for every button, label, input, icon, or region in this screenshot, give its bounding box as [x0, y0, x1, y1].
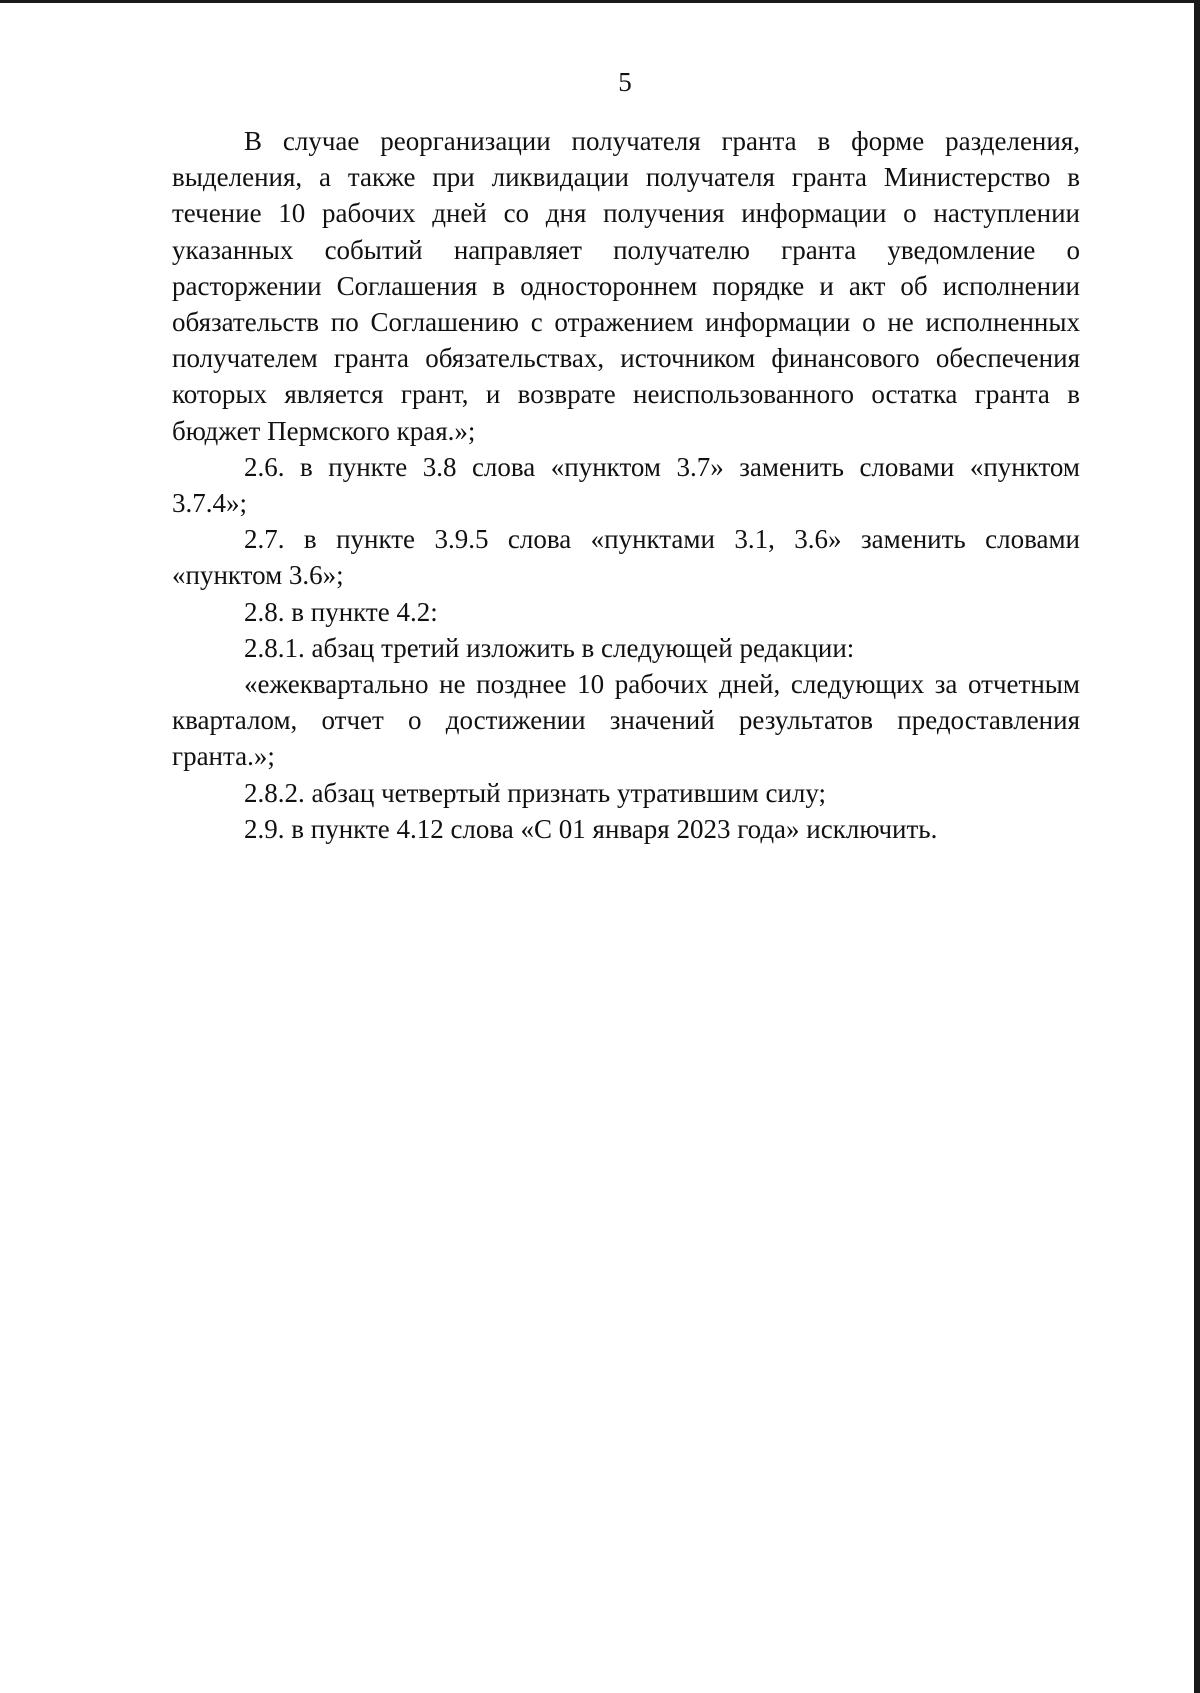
paragraph-quarterly-report: «ежеквартально не позднее 10 рабочих дней, следующих за отчетным кварталом, отчет о достижении значений результатов предоставления гранта.»; [172, 669, 1080, 772]
paragraph-2-6: 2.6. в пункте 3.8 слова «пунктом 3.7» заменить словами «пунктом 3.7.4»; [172, 451, 1080, 519]
scan-border-right [1194, 0, 1200, 1693]
page-number: 5 [618, 67, 632, 97]
paragraph-2-9: 2.9. в пункте 4.12 слова «С 01 января 2023 года» исключить. [244, 813, 938, 844]
paragraph-reorganization: В случае реорганизации получателя гранта в форме разделения, выделения, а также при ликвидации получателя гранта Министерство в течение 10 рабочих дней со дня получения информации о наступлении указанных событий направляет получателю гранта уведомление о расторжении Соглашения в одностороннем порядке и акт об исполнении обязательств по Соглашению с отражением информации о не исполненных получателем гранта обязательствах, источником финансового обеспечения которых является грант, и возврате неиспользованного остатка гранта в бюджет Пермского края.»; [172, 126, 1080, 446]
paragraph-2-8: 2.8. в пункте 4.2: [244, 596, 438, 627]
scan-border-top [0, 0, 1200, 3]
paragraph-2-7: 2.7. в пункте 3.9.5 слова «пунктами 3.1, 3.6» заменить словами «пунктом 3.6»; [172, 524, 1080, 591]
document-body [172, 123, 1080, 847]
paragraph-2-8-1: 2.8.1. абзац третий изложить в следующей редакции: [244, 632, 855, 663]
paragraph-2-8-2: 2.8.2. абзац четвертый признать утратившим силу; [244, 777, 826, 808]
